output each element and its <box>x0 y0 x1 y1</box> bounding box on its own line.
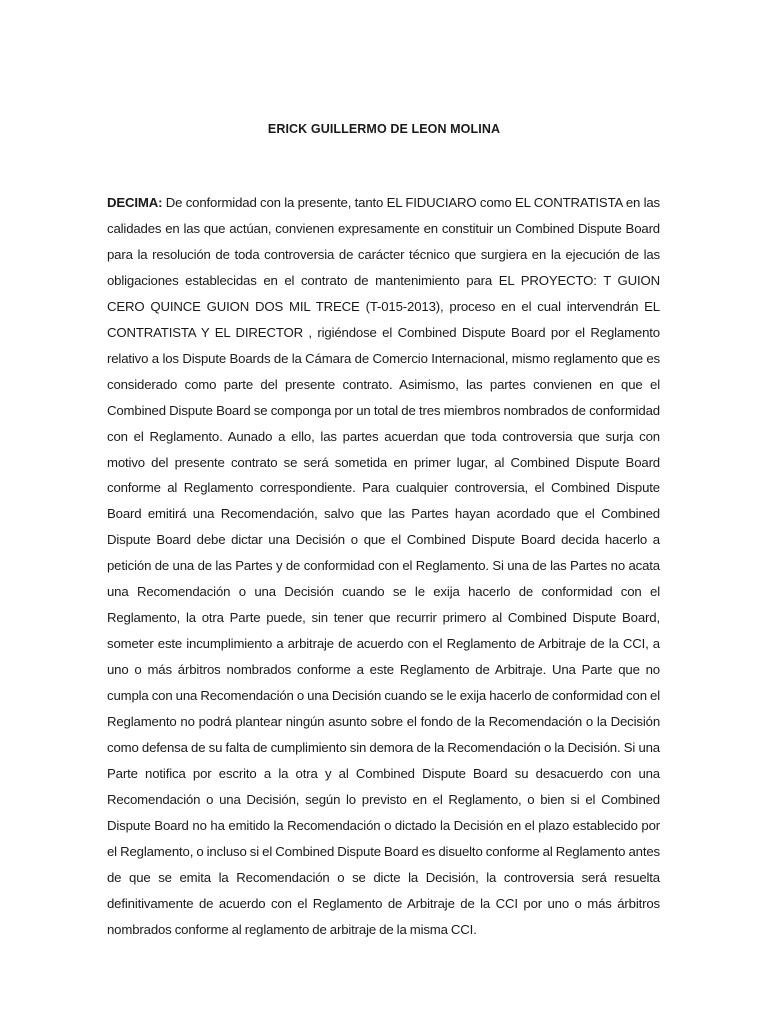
clause-paragraph <box>107 190 660 943</box>
clause-label: DECIMA: <box>107 195 163 210</box>
document-heading: ERICK GUILLERMO DE LEON MOLINA <box>267 122 501 136</box>
clause-text: De conformidad con la presente, tanto EL FIDUCIARO como EL CONTRATISTA en las calidades en las que actúan, convienen expresamente en constituir un Combined Dispute Board para la resolución de toda controversia de carácter técnico que surgiera en la ejecución de las obligaciones establecidas en el contrato de mantenimiento para EL PROYECTO: T GUION CERO QUINCE GUION DOS MIL TRECE (T-015-2013), proceso en el cual intervendrán EL CONTRATISTA Y EL DIRECTOR , rigiéndose el Combined Dispute Board por el Reglamento relativo a los Dispute Boards de la Cámara de Comercio Internacional, mismo reglamento que es considerado como parte del presente contrato. Asimismo, las partes convienen en que el Combined Dispute Board se componga por un total de tres miembros nombrados de conformidad con el Reglamento. Aunado a ello, las partes acuerdan que toda controversia que surja con motivo del presente contrato se será sometida en primer lugar, al Combined Dispute Board conforme al Reglamento correspondiente. Para cualquier controversia, el Combined Dispute Board emitirá una Recomendación, salvo que las Partes hayan acordado que el Combined Dispute Board debe dictar una Decisión o que el Combined Dispute Board decida hacerlo a petición de una de las Partes y de conformidad con el Reglamento. Si una de las Partes no acata una Recomendación o una Decisión cuando se le exija hacerlo de conformidad con el Reglamento, la otra Parte puede, sin tener que recurrir primero al Combined Dispute Board, someter este incumplimiento a arbitraje de acuerdo con el Reglamento de Arbitraje de la CCI, a uno o más árbitros nombrados conforme a este Reglamento de Arbitraje. Una Parte que no cumpla con una Recomendación o una Decisión cuando se le exija hacerlo de conformidad con el Reglamento no podrá plantear ningún asunto sobre el fondo de la Recomendación o la Decisión como defensa de su falta de cumplimiento sin demora de la Recomendación o la Decisión. Si una Parte notifica por escrito a la otra y al Combined Dispute Board su desacuerdo con una Recomendación o una Decisión, según lo previsto en el Reglamento, o bien si el Combined Dispute Board no ha emitido la Recomendación o dictado la Decisión en el plazo establecido por el Reglamento, o incluso si el Combined Dispute Board es disuelto conforme al Reglamento antes de que se emita la Recomendación o se dicte la Decisión, la controversia será resuelta definitivamente de acuerdo con el Reglamento de Arbitraje de la CCI por uno o más árbitros nombrados conforme al reglamento de arbitraje de la misma CCI. <box>107 195 660 937</box>
